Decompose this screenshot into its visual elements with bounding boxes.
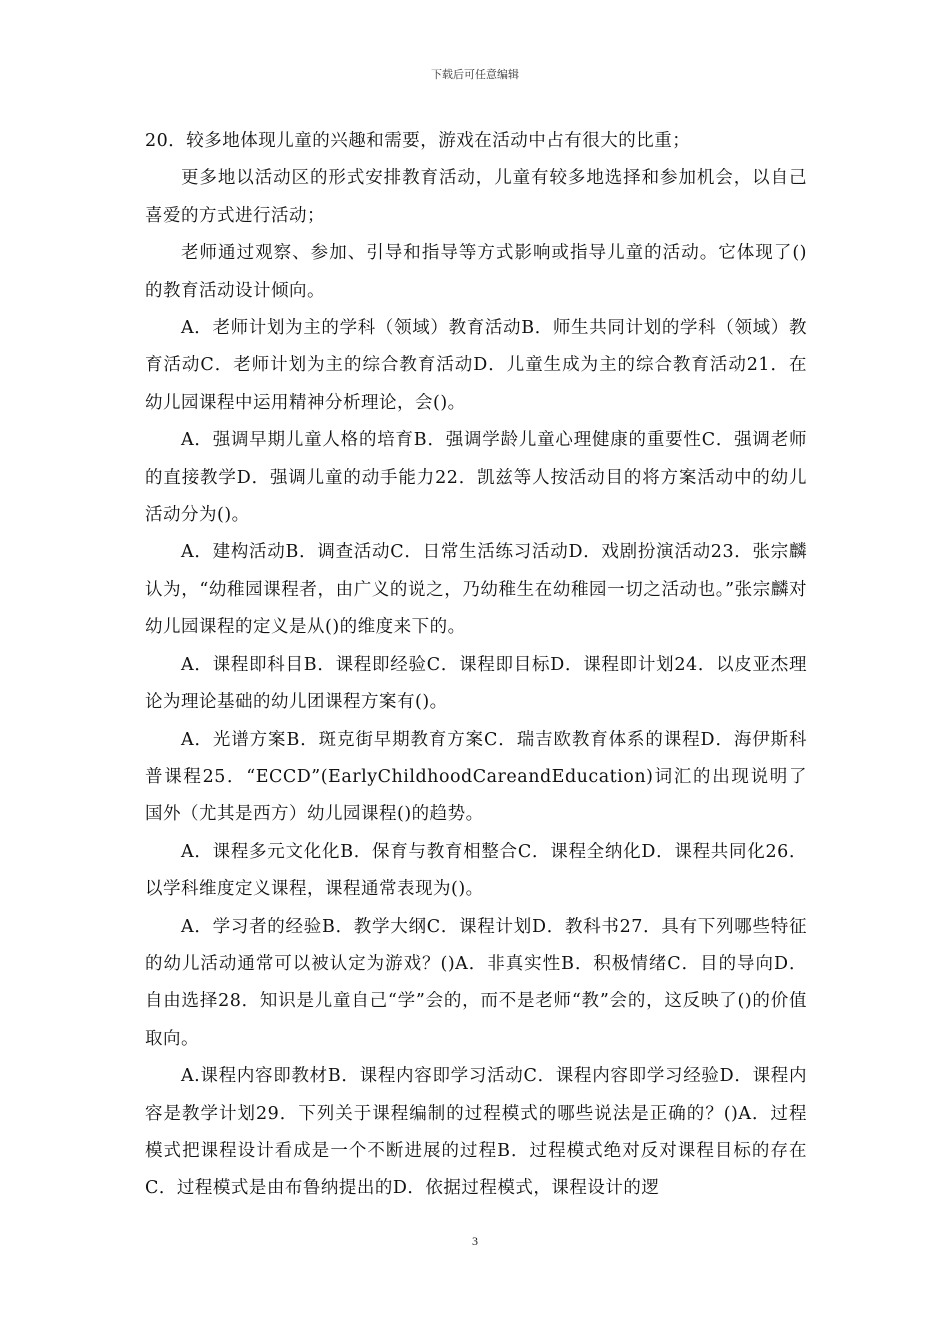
paragraph-23-options: A．课程即科目B．课程即经验C．课程即目标D．课程即计划24．以皮亚杰理论为理论基础的幼儿团课程方案有()。 [145, 654, 807, 713]
paragraph-20-activity-area: 更多地以活动区的形式安排教育活动，儿童有较多地选择和参加机会，以自己喜爱的方式进行活动； [145, 168, 807, 226]
page-number: 3 [472, 1234, 478, 1248]
page-header: 下载后可任意编辑 [431, 68, 519, 81]
paragraph-21-options: A．强调早期儿童人格的培育B．强调学龄儿童心理健康的重要性C．强调老师的直接教学D．强调儿童的动手能力22．凯兹等人按活动目的将方案活动中的幼儿活动分为()。 [145, 430, 807, 526]
paragraph-20: 20．较多地体现儿童的兴趣和需要，游戏在活动中占有很大的比重； [145, 131, 691, 151]
document-body [145, 123, 807, 1208]
paragraph-25-options: A．课程多元文化化B．保育与教育相整合C．课程全纳化D．课程共同化26．以学科维度定义课程，课程通常表现为()。 [145, 841, 807, 900]
paragraph-20-teacher-guidance: 老师通过观察、参加、引导和指导等方式影响或指导儿童的活动。它体现了()的教育活动设计倾向。 [145, 243, 807, 301]
paragraph-28-29-options: A.课程内容即教材B．课程内容即学习活动C．课程内容即学习经验D．课程内容是教学计划29．下列关于课程编制的过程模式的哪些说法是正确的？()A．过程模式把课程设计看成是一个不断进展的过程B．过程模式绝对反对课程目标的存在C．过程模式是由布鲁纳提出的D．依据过程模式，课程设计的逻 [145, 1066, 807, 1199]
paragraph-22-options: A．建构活动B．调查活动C．日常生活练习活动D．戏剧扮演活动23．张宗麟认为，“幼稚园课程者，由广义的说之，乃幼稚生在幼稚园一切之活动也。”张宗麟对幼儿园课程的定义是从()的维度来下的。 [145, 542, 807, 638]
paragraph-26-27-options: A．学习者的经验B．教学大纲C．课程计划D．教科书27．具有下列哪些特征的幼儿活动通常可以被认定为游戏？()A．非真实性B．积极情绪C．目的导向D．自由选择28．知识是儿童自己“学”会的，而不是老师“教”会的，这反映了()的价值取向。 [145, 916, 807, 1049]
paragraph-20-options: A．老师计划为主的学科（领域）教育活动B．师生共同计划的学科（领域）教育活动C．老师计划为主的综合教育活动D．儿童生成为主的综合教育活动21．在幼儿园课程中运用精神分析理论，会()。 [145, 318, 807, 413]
paragraph-24-options: A．光谱方案B．斑克街早期教育方案C．瑞吉欧教育体系的课程D．海伊斯科普课程25．“ECCD”(EarlyChildhoodCareandEducation)词汇的出现说明了国外（尤其是西方）幼儿园课程()的趋势。 [145, 729, 807, 825]
